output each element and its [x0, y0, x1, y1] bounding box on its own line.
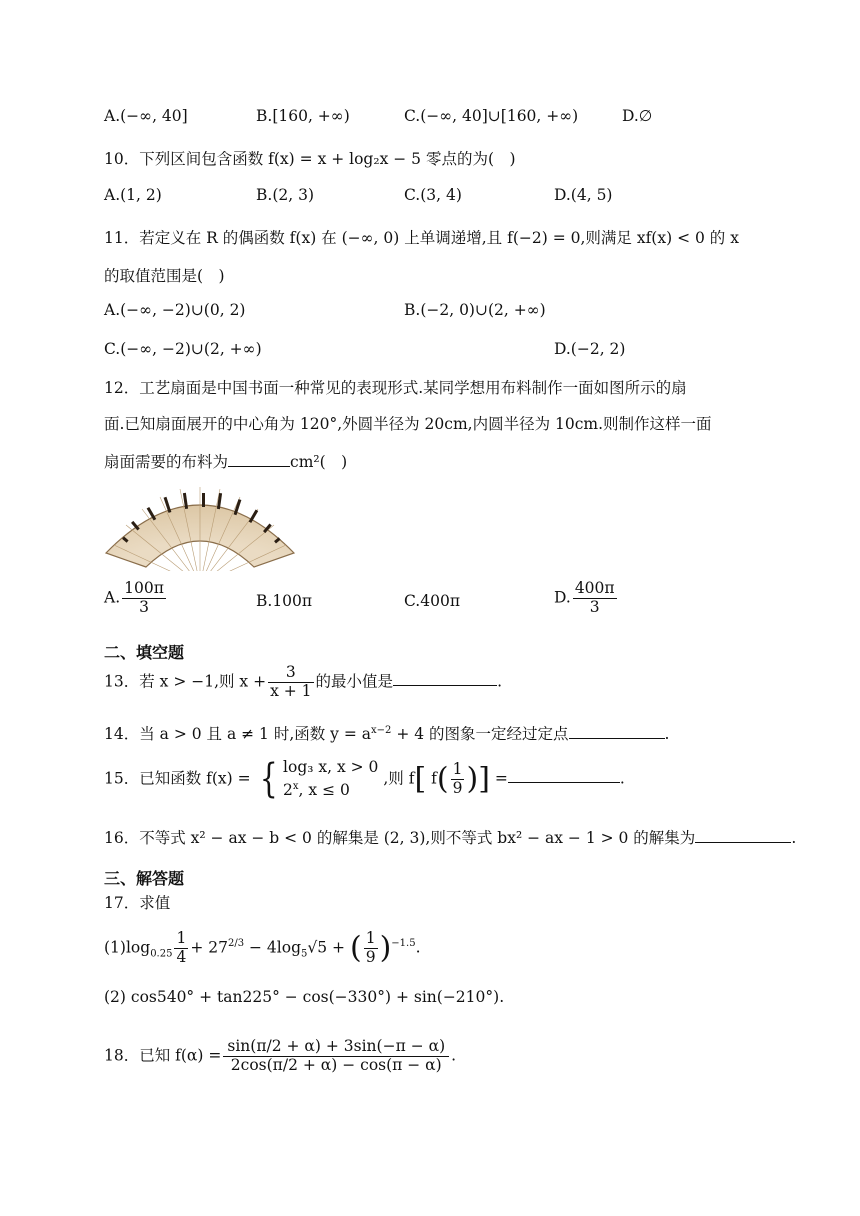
fraction-denominator: 2cos(π/2 + α) − cos(π − α): [230, 1055, 442, 1074]
q15-inner-f: f: [431, 769, 437, 788]
q10-option-d: D.(4, 5): [554, 186, 613, 204]
fraction-denominator: 4: [176, 947, 187, 966]
q17-p1-mid: + 27: [190, 938, 228, 957]
q12-line1: 12．工艺扇面是中国书面一种常见的表现形式.某同学想用布料制作一面如图所示的扇: [104, 379, 687, 397]
q12-option-d-fraction: [573, 580, 617, 617]
case-1: log₃ x, x > 0: [283, 758, 379, 776]
q14-before: 14．当 a > 0 且 a ≠ 1 时,函数 y = a: [104, 725, 372, 743]
fraction-numerator: 400π: [574, 579, 615, 597]
q9-option-b: B.[160, +∞): [256, 107, 350, 125]
q17-p1-fraction: [174, 930, 188, 967]
answer-blank: [508, 768, 620, 783]
q12-option-b: B.100π: [256, 592, 313, 610]
q17-p1-log: log: [125, 938, 151, 957]
fraction-numerator: 3: [268, 664, 313, 683]
q12-option-a: [104, 580, 168, 617]
q16-text: 16．不等式 x² − ax − b < 0 的解集是 (2, 3),则不等式 bx² − ax − 1 > 0 的解集为: [104, 829, 696, 847]
q10-option-b: B.(2, 3): [256, 186, 314, 204]
q12-line2: 面.已知扇面展开的中心角为 120°,外圆半径为 20cm,内圆半径为 10cm.则制作这样一面: [104, 415, 712, 433]
fraction-numerator: 1: [452, 760, 463, 779]
q14-exponent: x−2: [371, 724, 392, 736]
q11-option-c: C.(−∞, −2)∪(2, +∞): [104, 340, 262, 358]
q17-part2: (2) cos540° + tan225° − cos(−330°) + sin(−210°).: [104, 988, 505, 1006]
q10-option-a: A.(1, 2): [104, 186, 162, 204]
case-2: [283, 779, 378, 802]
case-2-base: 2: [283, 781, 293, 800]
case-2-rest: , x ≤ 0: [298, 781, 350, 800]
q17-p1-label: (1): [104, 938, 126, 957]
q12-option-a-fraction: [122, 580, 166, 617]
q17-p1-base: 0.25: [150, 948, 173, 960]
answer-blank: [695, 828, 791, 843]
q11-stem-line1: 11．若定义在 R 的偶函数 f(x) 在 (−∞, 0) 上单调递增,且 f(−2) = 0,则满足 xf(x) < 0 的 x: [104, 229, 739, 247]
q9-option-d: D.∅: [622, 107, 653, 125]
q17-title: 17．求值: [104, 894, 171, 912]
q9-option-a: A.(−∞, 40]: [104, 107, 188, 125]
q16: 16．不等式 x² − ax − b < 0 的解集是 (2, 3),则不等式 bx² − ax − 1 > 0 的解集为 .: [104, 829, 797, 847]
fraction-numerator: sin(π/2 + α) + 3sin(−π − α): [223, 1038, 449, 1057]
q17-p1-mid3: √5 +: [307, 938, 346, 957]
fraction-numerator: 1: [365, 929, 376, 947]
q13-fraction: [268, 664, 313, 701]
q12-option-c: C.400π: [404, 592, 461, 610]
q12-line3-before: 扇面需要的布料为: [104, 453, 229, 471]
q15-then: ,则 f: [383, 769, 415, 788]
section-heading-solve: 三、解答题: [104, 869, 185, 888]
q17-part1: $(1)\log_{0.25}$ $\frac{1}{4}$ + $27^{2/3} - 4\log_5√5$ + ( $\frac{1}{9}$ )$^{-1.5}$.: [104, 929, 421, 966]
q18-label: 18．已知 f(α) =: [104, 1046, 222, 1065]
q17-p1-fraction2: [364, 930, 378, 967]
q18: 18．已知 f(α) = $\frac{\sin(\pi/2 + \alpha) + 3\sin(-\pi - \alpha)}{2\cos(\pi/2 + \alpha) - \cos(\pi - \alpha)}$ .: [104, 1037, 457, 1074]
piecewise-cases: [283, 756, 378, 803]
q13-before: 13．若 x > −1,则 x +: [104, 672, 267, 691]
case-2-exponent: x: [292, 781, 299, 793]
answer-blank: [393, 671, 497, 686]
q12-option-d-label: D.: [554, 588, 571, 607]
q17-p1-mid2: − 4log: [249, 938, 301, 957]
q11-stem-line2: 的取值范围是( ): [104, 267, 225, 285]
fraction-denominator: 3: [589, 597, 600, 616]
q15-fraction: [451, 761, 465, 798]
fraction-numerator: 100π: [124, 579, 164, 597]
fraction-denominator: 3: [139, 597, 149, 616]
q14: 14．当 a > 0 且 a ≠ 1 时,函数 $y = a^{x-2} + 4$ 的图象一定经过定点 .: [104, 724, 670, 743]
q9-option-c: C.(−∞, 40]∪[160, +∞): [404, 107, 579, 125]
left-brace: {: [259, 756, 278, 803]
q11-option-b: B.(−2, 0)∪(2, +∞): [404, 301, 546, 319]
q14-after: + 4 的图象一定经过定点: [391, 725, 569, 743]
q10-stem: 10．下列区间包含函数 f(x) = x + log₂x − 5 零点的为( ): [104, 150, 516, 168]
q12-line3-after: cm²( ): [290, 453, 348, 471]
q15-equals: =: [494, 769, 508, 788]
q15: 15．已知函数 f(x) = { log₃ x, x > 0 2$^x$, x ≤ 0 ,则 f[ f( $\frac{1}{9}$ )] = .: [104, 756, 625, 803]
q13: 13．若 x > −1,则 x + $\frac{3}{x + 1}$ 的最小值是 .: [104, 663, 502, 700]
q12-line3: [104, 450, 347, 472]
q15-before: 15．已知函数 f(x) =: [104, 769, 251, 788]
answer-blank: [569, 724, 665, 739]
q18-fraction: [223, 1038, 449, 1075]
q12-option-a-label: A.: [104, 588, 121, 607]
fraction-denominator: 9: [365, 947, 376, 966]
q11-option-d: D.(−2, 2): [554, 340, 626, 358]
piecewise: [256, 756, 379, 803]
answer-blank: [228, 452, 290, 467]
q17-p1-exponent2: −1.5: [391, 938, 416, 950]
q10-option-c: C.(3, 4): [404, 186, 462, 204]
q11-option-a: A.(−∞, −2)∪(0, 2): [104, 301, 246, 319]
q13-after: 的最小值是: [315, 672, 394, 691]
fraction-denominator: 9: [452, 778, 463, 797]
folding-fan-image: [104, 475, 296, 571]
fraction-numerator: 1: [176, 929, 187, 947]
q12-option-d: [554, 580, 619, 617]
fraction-denominator: x + 1: [270, 681, 312, 700]
q17-p1-exponent: 2/3: [227, 938, 245, 950]
q17-p1-base2: 5: [301, 948, 308, 960]
section-heading-fill-in: 二、填空题: [104, 643, 185, 662]
